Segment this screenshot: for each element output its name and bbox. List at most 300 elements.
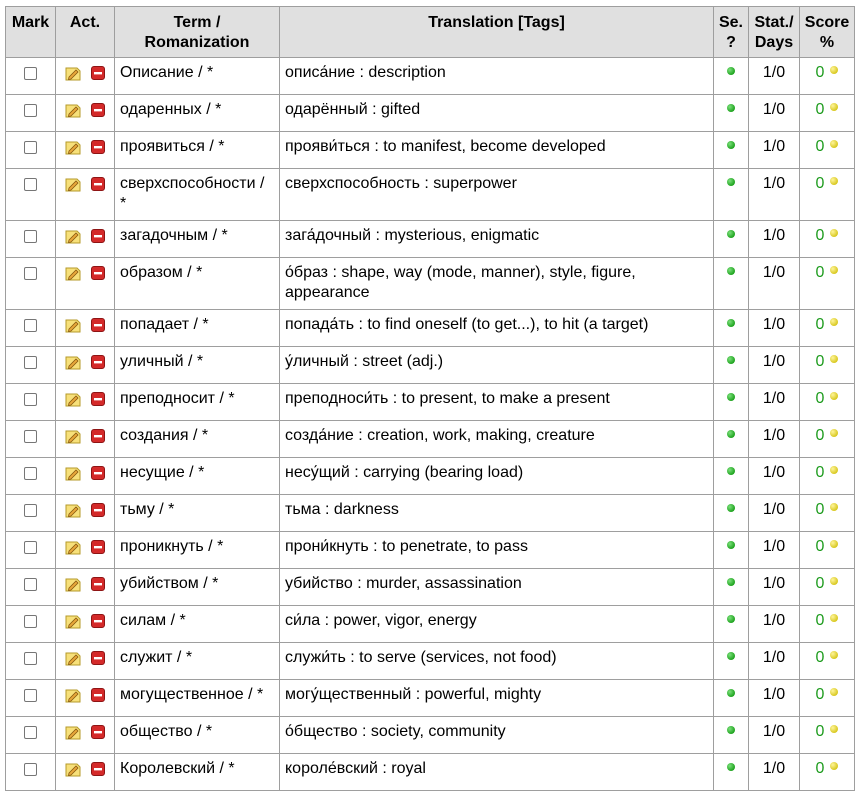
row-mark-cell [6, 754, 56, 791]
row-term: проникнуть / * [120, 538, 224, 555]
col-header-term[interactable] [115, 7, 280, 58]
row-mark-cell [6, 221, 56, 258]
row-mark-checkbox[interactable] [24, 763, 37, 776]
table-row [6, 606, 855, 643]
row-status-cell [714, 458, 749, 495]
row-translation: попада́ть : to find oneself (to get...), to hit (a target) [285, 316, 649, 333]
table-row [6, 384, 855, 421]
yellow-score-dot-icon [830, 540, 838, 548]
row-term-cell[interactable] [115, 754, 280, 791]
row-status-cell [714, 347, 749, 384]
row-translation-cell[interactable] [280, 169, 714, 221]
row-term: образом / * [120, 264, 203, 281]
green-status-dot-icon [727, 467, 735, 475]
row-actions-cell [56, 458, 115, 495]
col-header-translation[interactable] [280, 7, 714, 58]
row-stat-days: 1/0 [762, 427, 786, 444]
row-status-cell [714, 95, 749, 132]
col-header-act-label: Act. [69, 14, 101, 31]
delete-icon[interactable] [91, 577, 105, 597]
delete-icon[interactable] [91, 66, 105, 86]
row-status-cell [714, 132, 749, 169]
row-translation: убийство : murder, assassination [285, 575, 522, 592]
row-stat-cell[interactable] [749, 754, 800, 791]
row-term: общество / * [120, 723, 213, 740]
row-score: 0 [815, 538, 825, 555]
yellow-score-dot-icon [830, 725, 838, 733]
edit-note-icon[interactable] [65, 229, 81, 251]
edit-note-icon[interactable] [65, 688, 81, 710]
edit-note-icon[interactable] [65, 725, 81, 747]
table-row [6, 169, 855, 221]
row-score: 0 [815, 686, 825, 703]
table-row [6, 347, 855, 384]
row-mark-checkbox[interactable] [24, 578, 37, 591]
row-actions-cell [56, 754, 115, 791]
row-mark-cell [6, 643, 56, 680]
yellow-score-dot-icon [830, 66, 838, 74]
row-actions-cell [56, 310, 115, 347]
terms-table [5, 6, 855, 791]
table-row [6, 754, 855, 791]
row-score: 0 [815, 649, 825, 666]
row-status-cell [714, 310, 749, 347]
row-term-cell[interactable] [115, 95, 280, 132]
table-row [6, 458, 855, 495]
row-stat-days: 1/0 [762, 227, 786, 244]
row-mark-cell [6, 347, 56, 384]
row-score-cell [800, 95, 855, 132]
row-actions-cell [56, 643, 115, 680]
row-translation: преподноси́ть : to present, to make a present [285, 390, 610, 407]
row-mark-checkbox[interactable] [24, 467, 37, 480]
row-term-cell[interactable] [115, 221, 280, 258]
table-row [6, 717, 855, 754]
row-stat-days: 1/0 [762, 264, 786, 281]
row-actions-cell [56, 221, 115, 258]
delete-icon[interactable] [91, 140, 105, 160]
row-score-cell [800, 58, 855, 95]
row-score-cell [800, 458, 855, 495]
row-term-cell[interactable] [115, 58, 280, 95]
table-row [6, 680, 855, 717]
row-term: Королевский / * [120, 760, 235, 777]
row-term-cell[interactable] [115, 458, 280, 495]
edit-note-icon[interactable] [65, 66, 81, 88]
row-score-cell [800, 169, 855, 221]
row-stat-cell[interactable] [749, 384, 800, 421]
col-header-stat-line1: Stat./ [754, 14, 794, 31]
edit-note-icon[interactable] [65, 355, 81, 377]
row-term-cell[interactable] [115, 680, 280, 717]
row-score: 0 [815, 390, 825, 407]
row-translation-cell[interactable] [280, 717, 714, 754]
row-stat-cell[interactable] [749, 169, 800, 221]
row-term-cell[interactable] [115, 495, 280, 532]
green-status-dot-icon [727, 319, 735, 327]
row-score: 0 [815, 427, 825, 444]
edit-note-icon[interactable] [65, 762, 81, 784]
row-term-cell[interactable] [115, 717, 280, 754]
row-mark-checkbox[interactable] [24, 615, 37, 628]
row-translation: прони́кнуть : to penetrate, to pass [285, 538, 528, 555]
row-score: 0 [815, 227, 825, 244]
edit-note-icon[interactable] [65, 503, 81, 525]
row-stat-days: 1/0 [762, 575, 786, 592]
green-status-dot-icon [727, 763, 735, 771]
row-stat-cell[interactable] [749, 532, 800, 569]
green-status-dot-icon [727, 541, 735, 549]
row-mark-cell [6, 132, 56, 169]
green-status-dot-icon [727, 141, 735, 149]
row-translation: си́ла : power, vigor, energy [285, 612, 477, 629]
row-translation-cell[interactable] [280, 421, 714, 458]
row-term: проявиться / * [120, 138, 225, 155]
row-stat-days: 1/0 [762, 316, 786, 333]
row-term-cell[interactable] [115, 169, 280, 221]
yellow-score-dot-icon [830, 266, 838, 274]
row-translation-cell[interactable] [280, 569, 714, 606]
row-stat-days: 1/0 [762, 723, 786, 740]
green-status-dot-icon [727, 104, 735, 112]
row-mark-cell [6, 569, 56, 606]
edit-note-icon[interactable] [65, 466, 81, 488]
row-stat-days: 1/0 [762, 353, 786, 370]
edit-note-icon[interactable] [65, 318, 81, 340]
row-score-cell [800, 606, 855, 643]
row-stat-days: 1/0 [762, 686, 786, 703]
row-mark-checkbox[interactable] [24, 319, 37, 332]
delete-icon[interactable] [91, 688, 105, 708]
row-translation-cell[interactable] [280, 58, 714, 95]
row-mark-checkbox[interactable] [24, 393, 37, 406]
delete-icon[interactable] [91, 466, 105, 486]
row-actions-cell [56, 347, 115, 384]
row-mark-checkbox[interactable] [24, 689, 37, 702]
row-stat-days: 1/0 [762, 138, 786, 155]
row-mark-checkbox[interactable] [24, 230, 37, 243]
yellow-score-dot-icon [830, 577, 838, 585]
row-mark-checkbox[interactable] [24, 104, 37, 117]
row-term: убийством / * [120, 575, 219, 592]
row-mark-cell [6, 458, 56, 495]
row-term: попадает / * [120, 316, 209, 333]
row-term-cell[interactable] [115, 310, 280, 347]
edit-note-icon[interactable] [65, 577, 81, 599]
table-row [6, 95, 855, 132]
row-translation-cell[interactable] [280, 310, 714, 347]
col-header-mark[interactable] [6, 7, 56, 58]
row-mark-checkbox[interactable] [24, 652, 37, 665]
green-status-dot-icon [727, 267, 735, 275]
row-translation: одарённый : gifted [285, 101, 421, 118]
edit-note-icon[interactable] [65, 140, 81, 162]
green-status-dot-icon [727, 726, 735, 734]
row-term-cell[interactable] [115, 258, 280, 310]
row-mark-cell [6, 258, 56, 310]
row-term-cell[interactable] [115, 569, 280, 606]
row-score: 0 [815, 175, 825, 192]
row-mark-checkbox[interactable] [24, 141, 37, 154]
delete-icon[interactable] [91, 540, 105, 560]
row-actions-cell [56, 95, 115, 132]
row-term: силам / * [120, 612, 186, 629]
yellow-score-dot-icon [830, 392, 838, 400]
row-translation-cell[interactable] [280, 132, 714, 169]
yellow-score-dot-icon [830, 355, 838, 363]
yellow-score-dot-icon [830, 140, 838, 148]
row-stat-days: 1/0 [762, 101, 786, 118]
row-translation: прояви́ться : to manifest, become developed [285, 138, 606, 155]
row-status-cell [714, 680, 749, 717]
row-mark-cell [6, 169, 56, 221]
delete-icon[interactable] [91, 229, 105, 249]
row-translation: зага́дочный : mysterious, enigmatic [285, 227, 540, 244]
row-stat-cell[interactable] [749, 347, 800, 384]
green-status-dot-icon [727, 356, 735, 364]
row-stat-cell[interactable] [749, 310, 800, 347]
row-stat-days: 1/0 [762, 612, 786, 629]
row-actions-cell [56, 258, 115, 310]
row-stat-cell[interactable] [749, 132, 800, 169]
row-term: служит / * [120, 649, 193, 666]
edit-note-icon[interactable] [65, 429, 81, 451]
row-actions-cell [56, 532, 115, 569]
row-stat-cell[interactable] [749, 258, 800, 310]
delete-icon[interactable] [91, 429, 105, 449]
green-status-dot-icon [727, 430, 735, 438]
col-header-mark-label: Mark [11, 14, 50, 31]
row-score: 0 [815, 64, 825, 81]
row-score-cell [800, 717, 855, 754]
row-actions-cell [56, 132, 115, 169]
col-header-term-line1: Term / [173, 14, 221, 31]
row-term: могущественное / * [120, 686, 264, 703]
row-translation: у́личный : street (adj.) [285, 353, 444, 370]
row-stat-days: 1/0 [762, 390, 786, 407]
delete-icon[interactable] [91, 177, 105, 197]
row-score: 0 [815, 723, 825, 740]
col-header-status-line1: Se. [718, 14, 743, 31]
row-term: несущие / * [120, 464, 205, 481]
delete-icon[interactable] [91, 392, 105, 412]
row-mark-cell [6, 384, 56, 421]
col-header-status[interactable] [714, 7, 749, 58]
row-status-cell [714, 258, 749, 310]
row-term-cell[interactable] [115, 347, 280, 384]
table-row [6, 221, 855, 258]
row-mark-cell [6, 717, 56, 754]
table-row [6, 258, 855, 310]
row-translation: короле́вский : royal [285, 760, 426, 777]
row-translation-cell[interactable] [280, 221, 714, 258]
row-score-cell [800, 132, 855, 169]
delete-icon[interactable] [91, 614, 105, 634]
yellow-score-dot-icon [830, 614, 838, 622]
yellow-score-dot-icon [830, 177, 838, 185]
delete-icon[interactable] [91, 355, 105, 375]
edit-note-icon[interactable] [65, 177, 81, 199]
col-header-score[interactable] [800, 7, 855, 58]
row-term-cell[interactable] [115, 532, 280, 569]
row-mark-cell [6, 680, 56, 717]
row-stat-days: 1/0 [762, 538, 786, 555]
row-score: 0 [815, 464, 825, 481]
row-mark-checkbox[interactable] [24, 541, 37, 554]
row-translation-cell[interactable] [280, 95, 714, 132]
row-term: сверхспособности / * [120, 175, 265, 212]
row-score: 0 [815, 353, 825, 370]
row-score-cell [800, 258, 855, 310]
row-mark-checkbox[interactable] [24, 178, 37, 191]
row-term-cell[interactable] [115, 421, 280, 458]
yellow-score-dot-icon [830, 651, 838, 659]
row-status-cell [714, 717, 749, 754]
row-translation: созда́ние : creation, work, making, creature [285, 427, 595, 444]
row-score: 0 [815, 101, 825, 118]
table-row [6, 569, 855, 606]
row-score-cell [800, 221, 855, 258]
row-mark-checkbox[interactable] [24, 267, 37, 280]
row-score-cell [800, 680, 855, 717]
row-actions-cell [56, 717, 115, 754]
row-translation-cell[interactable] [280, 532, 714, 569]
row-term: преподносит / * [120, 390, 235, 407]
row-score: 0 [815, 501, 825, 518]
row-actions-cell [56, 169, 115, 221]
col-header-score-line2: % [819, 34, 835, 51]
row-status-cell [714, 384, 749, 421]
edit-note-icon[interactable] [65, 614, 81, 636]
yellow-score-dot-icon [830, 466, 838, 474]
yellow-score-dot-icon [830, 688, 838, 696]
row-actions-cell [56, 384, 115, 421]
table-row [6, 643, 855, 680]
green-status-dot-icon [727, 178, 735, 186]
yellow-score-dot-icon [830, 318, 838, 326]
row-translation: тьма : darkness [285, 501, 399, 518]
row-status-cell [714, 495, 749, 532]
row-translation-cell[interactable] [280, 643, 714, 680]
row-term: Описание / * [120, 64, 214, 81]
row-status-cell [714, 569, 749, 606]
delete-icon[interactable] [91, 762, 105, 782]
row-translation: служи́ть : to serve (services, not food) [285, 649, 557, 666]
row-term: уличный / * [120, 353, 204, 370]
row-stat-cell[interactable] [749, 221, 800, 258]
delete-icon[interactable] [91, 103, 105, 123]
header-row [6, 7, 855, 58]
row-actions-cell [56, 606, 115, 643]
terms-table-wrapper [5, 6, 855, 791]
row-score-cell [800, 310, 855, 347]
table-row [6, 310, 855, 347]
terms-table-body [6, 58, 855, 791]
row-stat-cell[interactable] [749, 643, 800, 680]
green-status-dot-icon [727, 67, 735, 75]
row-stat-cell[interactable] [749, 495, 800, 532]
row-score-cell [800, 347, 855, 384]
edit-note-icon[interactable] [65, 651, 81, 673]
row-score-cell [800, 384, 855, 421]
row-stat-cell[interactable] [749, 680, 800, 717]
col-header-translation-label: Translation [Tags] [428, 14, 565, 31]
green-status-dot-icon [727, 578, 735, 586]
row-term: тьму / * [120, 501, 175, 518]
delete-icon[interactable] [91, 503, 105, 523]
col-header-act [56, 7, 115, 58]
row-mark-checkbox[interactable] [24, 356, 37, 369]
yellow-score-dot-icon [830, 429, 838, 437]
row-translation: несу́щий : carrying (bearing load) [285, 464, 524, 481]
row-term-cell[interactable] [115, 643, 280, 680]
row-term-cell[interactable] [115, 384, 280, 421]
edit-note-icon[interactable] [65, 540, 81, 562]
row-score-cell [800, 754, 855, 791]
row-mark-checkbox[interactable] [24, 67, 37, 80]
table-row [6, 532, 855, 569]
yellow-score-dot-icon [830, 503, 838, 511]
row-term: создания / * [120, 427, 209, 444]
row-mark-cell [6, 421, 56, 458]
row-stat-cell[interactable] [749, 717, 800, 754]
row-status-cell [714, 532, 749, 569]
row-stat-cell[interactable] [749, 458, 800, 495]
row-actions-cell [56, 58, 115, 95]
green-status-dot-icon [727, 615, 735, 623]
row-mark-checkbox[interactable] [24, 726, 37, 739]
delete-icon[interactable] [91, 266, 105, 286]
row-stat-cell[interactable] [749, 606, 800, 643]
row-translation-cell[interactable] [280, 754, 714, 791]
row-translation-cell[interactable] [280, 347, 714, 384]
row-score: 0 [815, 138, 825, 155]
row-score: 0 [815, 264, 825, 281]
row-term-cell[interactable] [115, 606, 280, 643]
row-stat-days: 1/0 [762, 175, 786, 192]
row-translation-cell[interactable] [280, 680, 714, 717]
col-header-stat-days[interactable] [749, 7, 800, 58]
row-translation-cell[interactable] [280, 384, 714, 421]
edit-note-icon[interactable] [65, 266, 81, 288]
yellow-score-dot-icon [830, 103, 838, 111]
row-stat-cell[interactable] [749, 569, 800, 606]
row-translation: о́браз : shape, way (mode, manner), style, figure, appearance [285, 264, 636, 301]
green-status-dot-icon [727, 652, 735, 660]
delete-icon[interactable] [91, 651, 105, 671]
row-translation-cell[interactable] [280, 458, 714, 495]
edit-note-icon[interactable] [65, 392, 81, 414]
row-score-cell [800, 569, 855, 606]
row-translation-cell[interactable] [280, 495, 714, 532]
row-stat-cell[interactable] [749, 95, 800, 132]
row-stat-days: 1/0 [762, 760, 786, 777]
edit-note-icon[interactable] [65, 103, 81, 125]
delete-icon[interactable] [91, 725, 105, 745]
row-status-cell [714, 754, 749, 791]
row-stat-days: 1/0 [762, 464, 786, 481]
row-translation-cell[interactable] [280, 606, 714, 643]
row-mark-checkbox[interactable] [24, 430, 37, 443]
row-stat-cell[interactable] [749, 421, 800, 458]
row-translation: могу́щественный : powerful, mighty [285, 686, 542, 703]
row-mark-cell [6, 58, 56, 95]
row-translation-cell[interactable] [280, 258, 714, 310]
row-mark-checkbox[interactable] [24, 504, 37, 517]
delete-icon[interactable] [91, 318, 105, 338]
row-stat-cell[interactable] [749, 58, 800, 95]
row-term-cell[interactable] [115, 132, 280, 169]
